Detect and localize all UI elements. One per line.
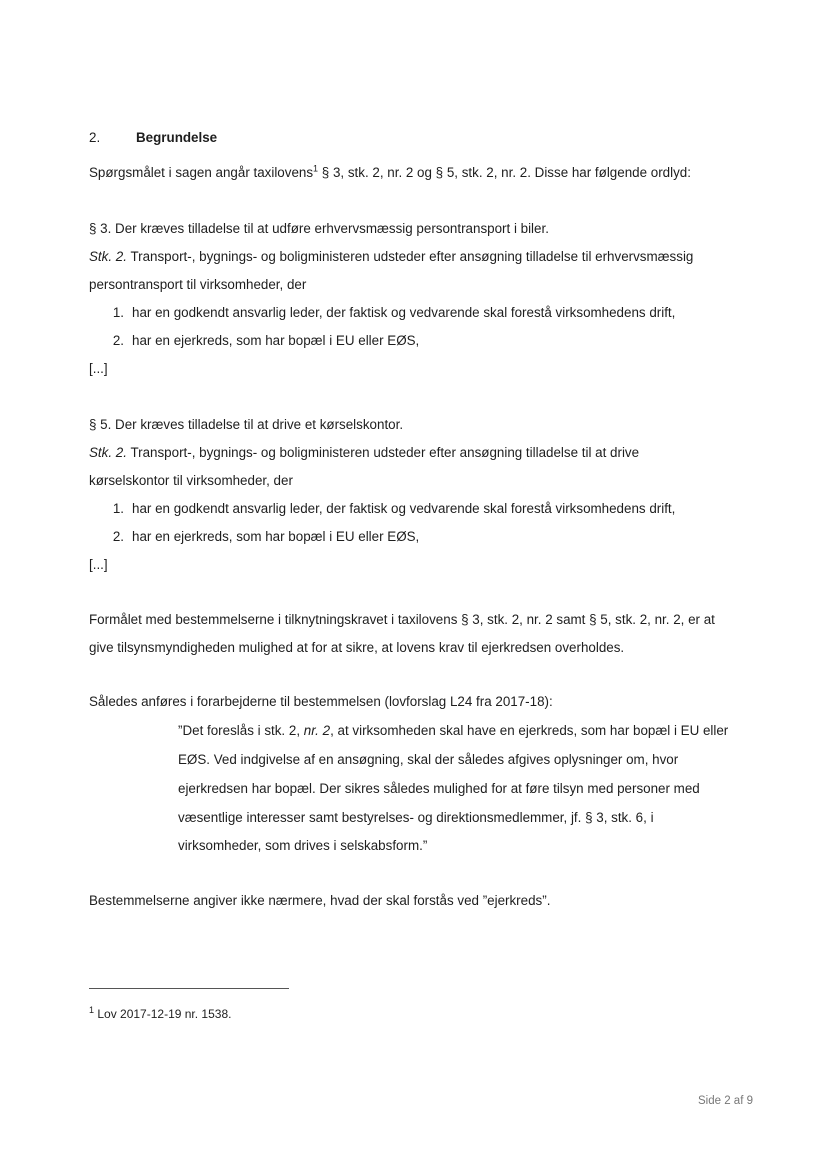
closing-sentence: Bestemmelserne angiver ikke nærmere, hvad der skal forstås ved ”ejerkreds”. (89, 893, 551, 908)
section-number: 2. (89, 130, 101, 145)
para5-stk-text: Transport-, bygnings- og boligministeren udsteder efter ansøgning tilladelse til at drive (126, 445, 640, 460)
para3-stk-label: Stk. 2. (89, 249, 127, 264)
para5-list-item (89, 529, 419, 544)
quote-italic: nr. 2 (303, 723, 331, 738)
footnote-separator (89, 988, 289, 989)
para5-head: § 5. Der kræves tilladelse til at drive et kørselskontor. (89, 417, 404, 432)
footnote-text: Lov 2017-12-19 nr. 1538. (94, 1007, 232, 1021)
quote-text: ”Det foreslås i stk. 2, (178, 723, 304, 738)
para5-ellipsis: [...] (89, 557, 108, 572)
section-title: Begrundelse (136, 130, 218, 145)
purpose-line-2: give tilsynsmyndigheden mulighed at for at sikre, at lovens krav til ejerkredsen overholdes. (89, 640, 625, 655)
footnote-number: 1 (89, 1005, 95, 1015)
quote-line-4: væsentlige interesser samt bestyrelses- og direktionsmedlemmer, jf. § 3, stk. 6, i (178, 810, 654, 825)
list-text: har en ejerkreds, som har bopæl i EU eller EØS, (132, 529, 420, 544)
quote-line-2: EØS. Ved indgivelse af en ansøgning, skal der således afgives oplysninger om, hvor (178, 752, 679, 767)
intro-text-b: § 3, stk. 2, nr. 2 og § 5, stk. 2, nr. 2. Disse har følgende ordlyd: (318, 165, 691, 180)
quote-line-1 (178, 723, 728, 738)
footnote (89, 1007, 231, 1021)
list-text: har en godkendt ansvarlig leder, der faktisk og vedvarende skal forestå virksomhedens drift, (132, 305, 676, 320)
intro-paragraph (89, 165, 691, 180)
page-number: Side 2 af 9 (698, 1095, 753, 1107)
quote-line-5: virksomheder, som drives i selskabsform.” (178, 838, 428, 853)
para3-list-item (89, 305, 675, 320)
list-text: har en godkendt ansvarlig leder, der faktisk og vedvarende skal forestå virksomhedens drift, (132, 501, 676, 516)
para3-ellipsis: [...] (89, 361, 108, 376)
para3-head: § 3. Der kræves tilladelse til at udføre erhvervsmæssig persontransport i biler. (89, 221, 549, 236)
list-number: 2. (112, 333, 124, 348)
list-text: har en ejerkreds, som har bopæl i EU eller EØS, (132, 333, 420, 348)
para5-stk2 (89, 445, 639, 460)
para5-list-item (89, 501, 675, 516)
quote-text: , at virksomheden skal have en ejerkreds, som har bopæl i EU eller (330, 723, 729, 738)
para5-stk-label: Stk. 2. (89, 445, 127, 460)
intro-text-a: Spørgsmålet i sagen angår taxilovens (89, 165, 314, 180)
list-number: 1. (112, 305, 124, 320)
para5-stk-text-cont: kørselskontor til virksomheder, der (89, 473, 293, 488)
para3-stk-text: Transport-, bygnings- og boligministeren udsteder efter ansøgning tilladelse til erhvervsmæssig (126, 249, 694, 264)
para3-stk-text-cont: persontransport til virksomheder, der (89, 277, 307, 292)
para3-stk2 (89, 249, 693, 264)
quote-line-3: ejerkredsen har bopæl. Der sikres således mulighed for at føre tilsyn med personer med (178, 781, 700, 796)
footnote-reference[interactable]: 1 (313, 163, 319, 174)
list-number: 1. (112, 501, 124, 516)
para3-list-item (89, 333, 419, 348)
prep-intro: Således anføres i forarbejderne til bestemmelsen (lovforslag L24 fra 2017-18): (89, 694, 553, 709)
purpose-line-1: Formålet med bestemmelserne i tilknytningskravet i taxilovens § 3, stk. 2, nr. 2 samt § 5, stk. 2, nr. 2, er at (89, 612, 715, 627)
list-number: 2. (112, 529, 124, 544)
